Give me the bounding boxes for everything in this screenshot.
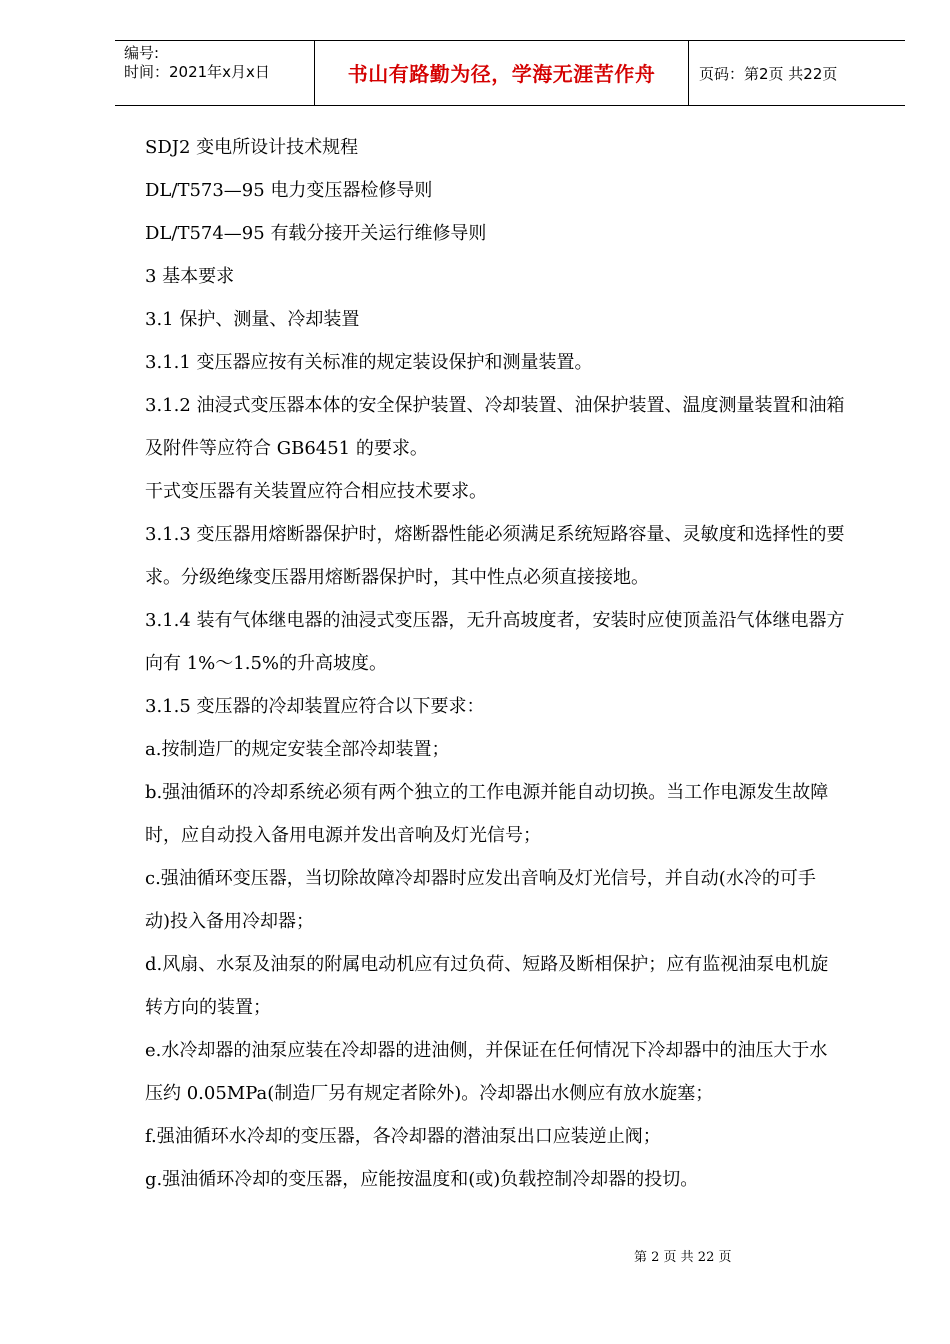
- header-page-info: 页码：第2页 共22页: [699, 65, 838, 83]
- list-item: e.水冷却器的油泵应装在冷却器的进油侧，并保证在任何情况下冷却器中的油压大于水: [145, 1040, 828, 1061]
- text-line: 干式变压器有关装置应符合相应技术要求。: [145, 481, 487, 502]
- text-line: 动)投入备用冷却器；: [145, 911, 315, 932]
- document-date-label: 时间：2021年x月x日: [124, 63, 270, 81]
- list-item: c.强油循环变压器，当切除故障冷却器时应发出音响及灯光信号，并自动(水冷的可手: [145, 868, 816, 889]
- text-line: 3.1.3 变压器用熔断器保护时，熔断器性能必须满足系统短路容量、灵敏度和选择性的要: [145, 524, 845, 545]
- text-line: 及附件等应符合 GB6451 的要求。: [145, 438, 428, 459]
- text-line: 3.1.1 变压器应按有关标准的规定装设保护和测量装置。: [145, 352, 593, 373]
- page-footer: 第 2 页 共 22 页: [634, 1250, 732, 1265]
- text-line: 求。分级绝缘变压器用熔断器保护时，其中性点必须直接接地。: [145, 567, 649, 588]
- text-line: 转方向的装置；: [145, 997, 271, 1018]
- list-item: f.强油循环水冷却的变压器，各冷却器的潜油泵出口应装逆止阀；: [145, 1126, 661, 1147]
- text-line: 3.1.2 油浸式变压器本体的安全保护装置、冷却装置、油保护装置、温度测量装置和油箱: [145, 395, 845, 416]
- text-line: DL/T573—95 电力变压器检修导则: [145, 180, 433, 201]
- list-item: b.强油循环的冷却系统必须有两个独立的工作电源并能自动切换。当工作电源发生故障: [145, 782, 829, 803]
- text-line: DL/T574—95 有载分接开关运行维修导则: [145, 223, 487, 244]
- text-line: 3.1.5 变压器的冷却装置应符合以下要求：: [145, 696, 485, 717]
- list-item: d.风扇、水泵及油泵的附属电动机应有过负荷、短路及断相保护；应有监视油泵电机旋: [145, 954, 829, 975]
- text-line: 3.1.4 装有气体继电器的油浸式变压器，无升高坡度者，安装时应使顶盖沿气体继电器方: [145, 610, 845, 631]
- document-number-label: 编号:: [124, 44, 160, 62]
- subsection-heading: 3.1 保护、测量、冷却装置: [145, 309, 360, 330]
- text-line: 向有 1%～1.5%的升高坡度。: [145, 653, 388, 674]
- text-line: 压约 0.05MPa(制造厂另有规定者除外)。冷却器出水侧应有放水旋塞；: [145, 1083, 714, 1104]
- section-heading: 3 基本要求: [145, 266, 235, 287]
- header-motto: 书山有路勤为径，学海无涯苦作舟: [315, 41, 689, 105]
- text-line: SDJ2 变电所设计技术规程: [145, 137, 359, 158]
- text-line: 时，应自动投入备用电源并发出音响及灯光信号；: [145, 825, 541, 846]
- list-item: g.强油循环冷却的变压器，应能按温度和(或)负载控制冷却器的投切。: [145, 1169, 699, 1190]
- list-item: a.按制造厂的规定安装全部冷却装置；: [145, 739, 450, 760]
- header-meta: [115, 41, 315, 105]
- document-body: [145, 126, 880, 1201]
- page-header: [115, 40, 905, 106]
